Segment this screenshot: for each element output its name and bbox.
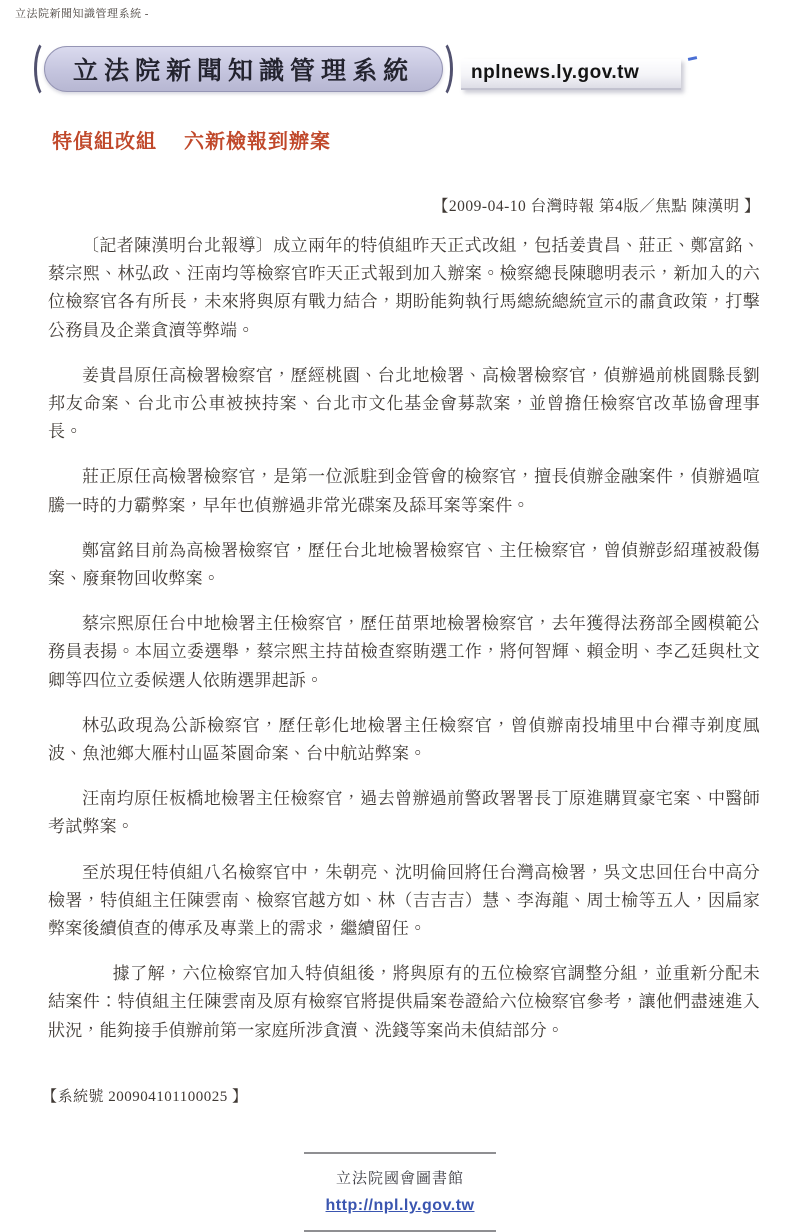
- site-domain: nplnews.ly.gov.tw: [471, 61, 640, 83]
- logo: [44, 46, 443, 92]
- window-title: 立法院新聞知識管理系統 -: [15, 8, 149, 20]
- article-paragraph: 林弘政現為公訴檢察官，歷任彰化地檢署主任檢察官，曾偵辦南投埔里中台禪寺剃度風波、魚池鄉大雁村山區茶園命案、台中航站弊案。: [48, 715, 760, 764]
- logo-text: 立法院新聞知識管理系統: [73, 58, 415, 85]
- footer-link[interactable]: http://npl.ly.gov.tw: [325, 1196, 475, 1214]
- article-paragraph: 莊正原任高檢署檢察官，是第一位派駐到金管會的檢察官，擅長偵辦金融案件，偵辦過喧騰一時的力霸弊案，早年也偵辦過非常光碟案及舔耳案等案件。: [48, 467, 760, 515]
- footer: [304, 1152, 496, 1232]
- article-paragraph: 至於現任特偵組八名檢察官中，朱朝亮、沈明倫回將任台灣高檢署，吳文忠回任台中高分檢署，特偵組主任陳雲南、檢察官越方如、林（吉吉吉）慧、李海龍、周士榆等五人，因扁家弊案後續偵查的傳承及專業上的需求，繼續留任。: [48, 862, 760, 939]
- footer-top-divider: [304, 1152, 496, 1154]
- article-paragraph: 據了解，六位檢察官加入特偵組後，將與原有的五位檢察官調整分組，並重新分配未結案件：特偵組主任陳雲南及原有檢察官將提供扁案卷證給六位檢察官參考，讓他們盡速進入狀況，能夠接手偵辦前第一家庭所涉貪瀆、洗錢等案尚未偵結部分。: [48, 964, 760, 1040]
- footer-library-name: 立法院國會圖書館: [335, 1170, 464, 1187]
- article-paragraph: 鄭富銘目前為高檢署檢察官，歷任台北地檢署檢察官、主任檢察官，曾偵辦彭紹瑾被殺傷案、廢棄物回收弊案。: [48, 540, 760, 589]
- article-paragraph: 〔記者陳漢明台北報導〕成立兩年的特偵組昨天正式改組，包括姜貴昌、莊正、鄭富銘、蔡宗熙、林弘政、汪南均等檢察官昨天正式報到加入辦案。檢察總長陳聰明表示，新加入的六位檢察官各有所長，未來將與原有戰力結合，期盼能夠執行馬總統總統宣示的肅貪政策，打擊公務員及企業貪瀆等弊端。: [48, 236, 760, 340]
- site-domain-banner: [461, 59, 681, 90]
- header: [34, 37, 800, 101]
- article-paragraph: 姜貴昌原任高檢署檢察官，歷經桃園、台北地檢署、高檢署檢察官，偵辦過前桃園縣長劉邦友命案、台北市公車被挾持案、台北市文化基金會募款案，並曾擔任檢察官改革協會理事長。: [48, 365, 760, 442]
- article-headline: 特偵組改組 六新檢報到辦案: [52, 131, 331, 153]
- article-paragraph: 蔡宗熙原任台中地檢署主任檢察官，歷任苗栗地檢署檢察官，去年獲得法務部全國模範公務員表揚。本屆立委選舉，蔡宗熙主持苗檢查察賄選工作，將何智輝、賴金明、李乙廷與杜文卿等四位立委候選人依賄選罪起訴。: [48, 614, 760, 690]
- article-byline: 【2009-04-10 台灣時報 第4版／焦點 陳漢明 】: [432, 198, 760, 215]
- system-number: 【系統號 200904101100025 】: [42, 1088, 248, 1105]
- cursor-mark-icon: [688, 56, 697, 61]
- article-paragraph: 汪南均原任板橋地檢署主任檢察官，過去曾辦過前警政署署長丁原進購買豪宅案、中醫師考試弊案。: [48, 789, 760, 837]
- article-body: [48, 232, 760, 1045]
